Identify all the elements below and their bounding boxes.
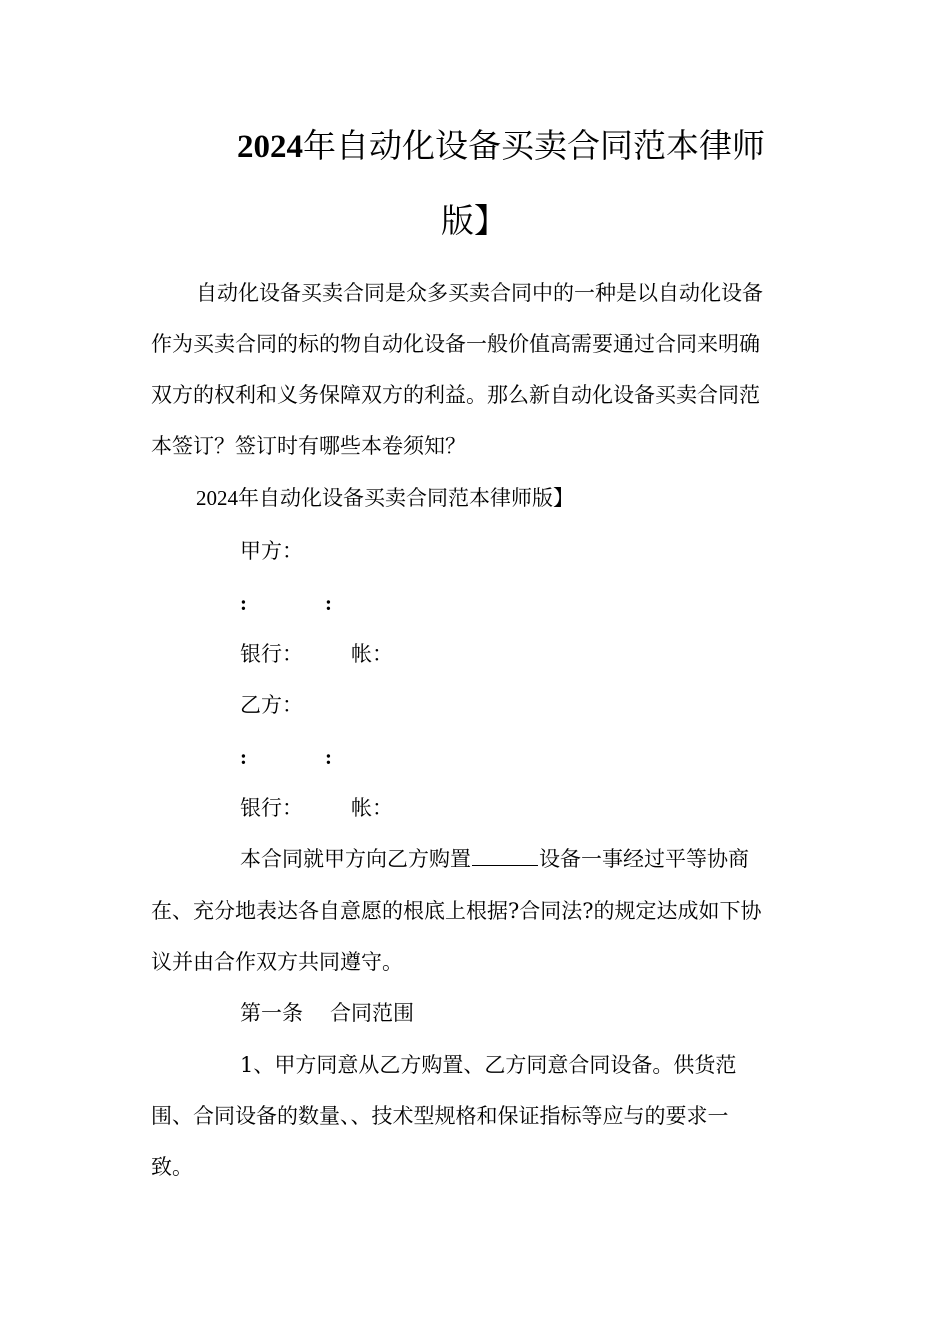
- party-a-bank-label: 银行：: [240, 642, 303, 666]
- contract-intro-line-1: [240, 845, 749, 873]
- article-1-number: 第一条: [240, 1001, 303, 1025]
- party-b-colon-2: :: [325, 745, 332, 769]
- article-1-heading: [240, 999, 414, 1027]
- party-a-colon-2: :: [325, 591, 332, 615]
- intro-line-3: 双方的权利和义务保障双方的利益。那么新自动化设备买卖合同范: [151, 383, 760, 407]
- party-a-fields: [240, 589, 332, 617]
- party-a-label: 甲方：: [240, 539, 303, 563]
- title-text: 年自动化设备买卖合同范本律师: [303, 126, 765, 165]
- party-b-account-label: 帐：: [351, 796, 393, 820]
- clause-1-line-1: 1、甲方同意从乙方购置、乙方同意合同设备。供货范: [240, 1053, 737, 1077]
- party-a-colon-1: :: [240, 591, 247, 615]
- document-title-line1: [237, 126, 887, 167]
- contract-intro-part1: 本合同就甲方向乙方购置: [240, 847, 471, 871]
- contract-intro-part2: 设备一事经过平等协商: [539, 847, 749, 871]
- article-1-title: 合同范围: [330, 1001, 414, 1025]
- title-year: 2024: [237, 129, 303, 165]
- subtitle: [196, 484, 574, 512]
- intro-line-2: 作为买卖合同的标的物自动化设备一般价值高需要通过合同来明确: [151, 332, 760, 356]
- party-b-fields: [240, 743, 332, 771]
- clause-1-line-2: 围、合同设备的数量、、技术型规格和保证指标等应与的要求一: [151, 1104, 729, 1128]
- party-a-account-label: 帐：: [351, 642, 393, 666]
- party-b-label: 乙方：: [240, 693, 303, 717]
- subtitle-year: 2024: [196, 486, 238, 510]
- clause-1-line-3: 致。: [151, 1155, 193, 1179]
- equipment-blank: [472, 845, 538, 866]
- party-b-colon-1: :: [240, 745, 247, 769]
- party-a-bank-row: [240, 640, 393, 668]
- party-b-bank-label: 银行：: [240, 796, 303, 820]
- contract-intro-line-3: 议并由合作双方共同遵守。: [151, 950, 403, 974]
- intro-line-1: 自动化设备买卖合同是众多买卖合同中的一种是以自动化设备: [196, 281, 763, 305]
- contract-intro-line-2: 在、充分地表达各自意愿的根底上根据?合同法?的规定达成如下协: [151, 899, 762, 923]
- party-b-bank-row: [240, 794, 393, 822]
- intro-line-4: 本签订？签订时有哪些本卷须知？: [151, 434, 466, 458]
- document-title-line2: 版】: [441, 201, 507, 240]
- subtitle-text: 年自动化设备买卖合同范本律师版】: [238, 486, 574, 510]
